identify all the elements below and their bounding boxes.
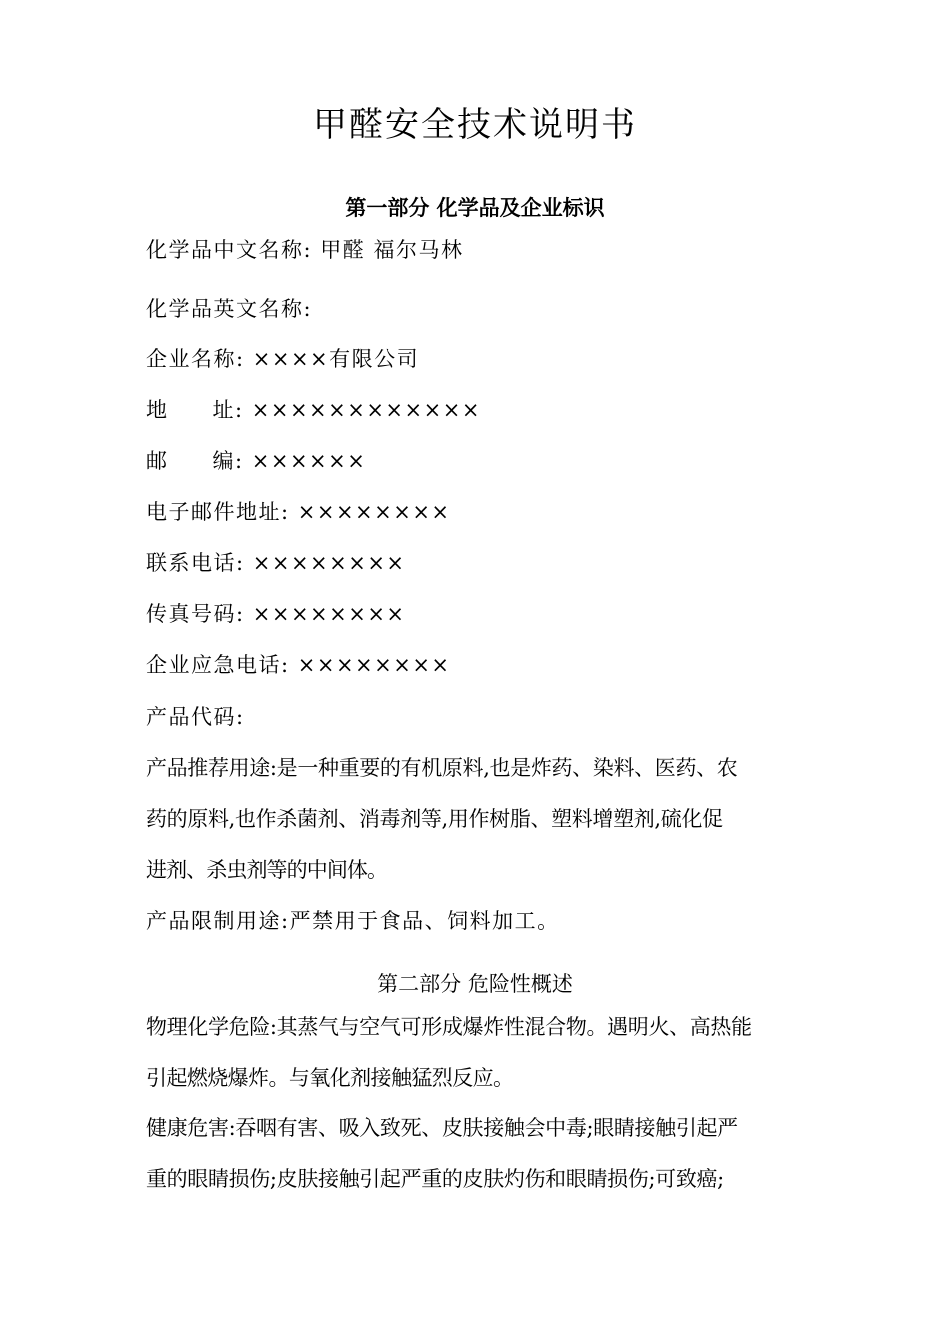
physchem-hazard-line-2: 引起燃烧爆炸。与氧化剂接触猛烈反应。: [146, 1066, 514, 1090]
field-label: 址:: [212, 398, 244, 422]
recommended-use-line-3: 进剂、杀虫剂等的中间体。: [146, 858, 388, 882]
section-heading-part1: 第一部分 化学品及企业标识: [345, 196, 605, 220]
health-hazard-line-2: 重的眼睛损伤;皮肤接触引起严重的皮肤灼伤和眼睛损伤;可致癌;: [146, 1167, 724, 1191]
email-line: [146, 497, 816, 527]
field-value: ××××××: [251, 449, 367, 473]
field-label: 编:: [212, 449, 244, 473]
field-value: ××××××××: [252, 602, 406, 626]
field-label: 企业应急电话:: [146, 653, 290, 677]
recommended-use-line-2: 药的原料,也作杀菌剂、消毒剂等,用作树脂、塑料增塑剂,硫化促: [146, 807, 723, 831]
restricted-use-line: 产品限制用途:严禁用于食品、饲料加工。: [146, 909, 560, 933]
postcode-line: [146, 446, 816, 476]
field-value: 甲醛 福尔马林: [320, 238, 464, 262]
field-label: 产品代码:: [146, 705, 245, 729]
field-label: 企业名称:: [146, 347, 245, 371]
field-value: ××××有限公司: [252, 347, 420, 371]
field-label: 地: [146, 398, 169, 422]
field-value: ××××××××××××: [251, 398, 481, 422]
field-label: 电子邮件地址:: [146, 500, 290, 524]
phone-line: [146, 548, 816, 578]
physchem-hazard-line-1: 物理化学危险:其蒸气与空气可形成爆炸性混合物。遇明火、高热能: [146, 1015, 752, 1039]
field-label: 传真号码:: [146, 602, 245, 626]
chemical-cn-name-line: [146, 235, 816, 265]
field-label: 邮: [146, 449, 169, 473]
product-code-line: [146, 702, 816, 732]
fax-line: [146, 599, 816, 629]
field-value: ××××××××: [297, 653, 451, 677]
health-hazard-line-1: 健康危害:吞咽有害、吸入致死、皮肤接触会中毒;眼睛接触引起严: [146, 1116, 738, 1140]
address-line: [146, 395, 816, 425]
field-value: ××××××××: [297, 500, 451, 524]
company-name-line: [146, 344, 816, 374]
chemical-en-name-line: [146, 294, 816, 324]
section-heading-part2: 第二部分 危险性概述: [377, 972, 573, 996]
field-label: 化学品英文名称:: [146, 297, 313, 321]
document-title: 甲醛安全技术说明书: [313, 105, 637, 145]
emergency-phone-line: [146, 650, 816, 680]
field-value: ××××××××: [252, 551, 406, 575]
field-label: 联系电话:: [146, 551, 245, 575]
field-label: 化学品中文名称:: [146, 238, 313, 262]
recommended-use-line-1: 产品推荐用途:是一种重要的有机原料,也是炸药、染料、医药、农: [146, 756, 738, 780]
